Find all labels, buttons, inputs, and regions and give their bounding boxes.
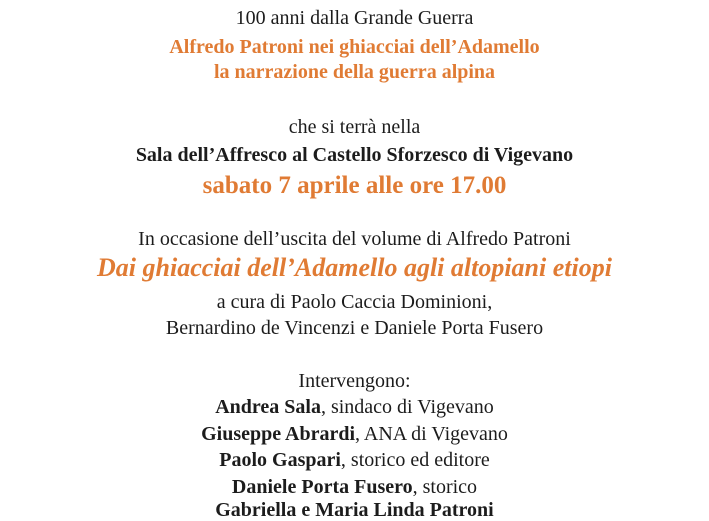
book-title: Dai ghiacciai dell’Adamello agli altopiani etiopi bbox=[97, 253, 612, 282]
speaker-item bbox=[0, 450, 709, 470]
speaker-name: Paolo Gaspari bbox=[219, 449, 341, 471]
speaker-name: Daniele Porta Fusero bbox=[231, 476, 413, 498]
speakers-heading: Intervengono: bbox=[298, 370, 411, 392]
speaker-item bbox=[0, 424, 709, 444]
book-editors-line-1: a cura di Paolo Caccia Dominioni, bbox=[216, 291, 493, 313]
speaker-role: , sindaco di Vigevano bbox=[320, 396, 494, 418]
invitation-title: Alfredo Patroni nei ghiacciai dell’Adamello bbox=[169, 36, 540, 58]
speaker-name: Giuseppe Abrardi bbox=[201, 423, 356, 445]
speaker-role: , storico ed editore bbox=[340, 449, 490, 471]
speaker-role: , ANA di Vigevano bbox=[355, 423, 508, 445]
speaker-item bbox=[0, 397, 709, 417]
speaker-role: , storico bbox=[412, 476, 478, 498]
venue-intro: che si terrà nella bbox=[288, 116, 421, 138]
anniversary-line: 100 anni dalla Grande Guerra bbox=[235, 7, 474, 29]
speaker-name: Gabriella e Maria Linda Patroni bbox=[215, 499, 494, 521]
invitation-subtitle: la narrazione della guerra alpina bbox=[213, 61, 496, 83]
speaker-item bbox=[0, 500, 709, 520]
event-datetime: sabato 7 aprile alle ore 17.00 bbox=[202, 172, 507, 199]
speaker-item bbox=[0, 477, 709, 497]
book-editors-line-2: Bernardino de Vincenzi e Daniele Porta Fusero bbox=[165, 317, 544, 339]
venue-name: Sala dell’Affresco al Castello Sforzesco di Vigevano bbox=[135, 144, 574, 166]
book-intro: In occasione dell’uscita del volume di Alfredo Patroni bbox=[138, 228, 571, 250]
speaker-name: Andrea Sala bbox=[215, 396, 321, 418]
